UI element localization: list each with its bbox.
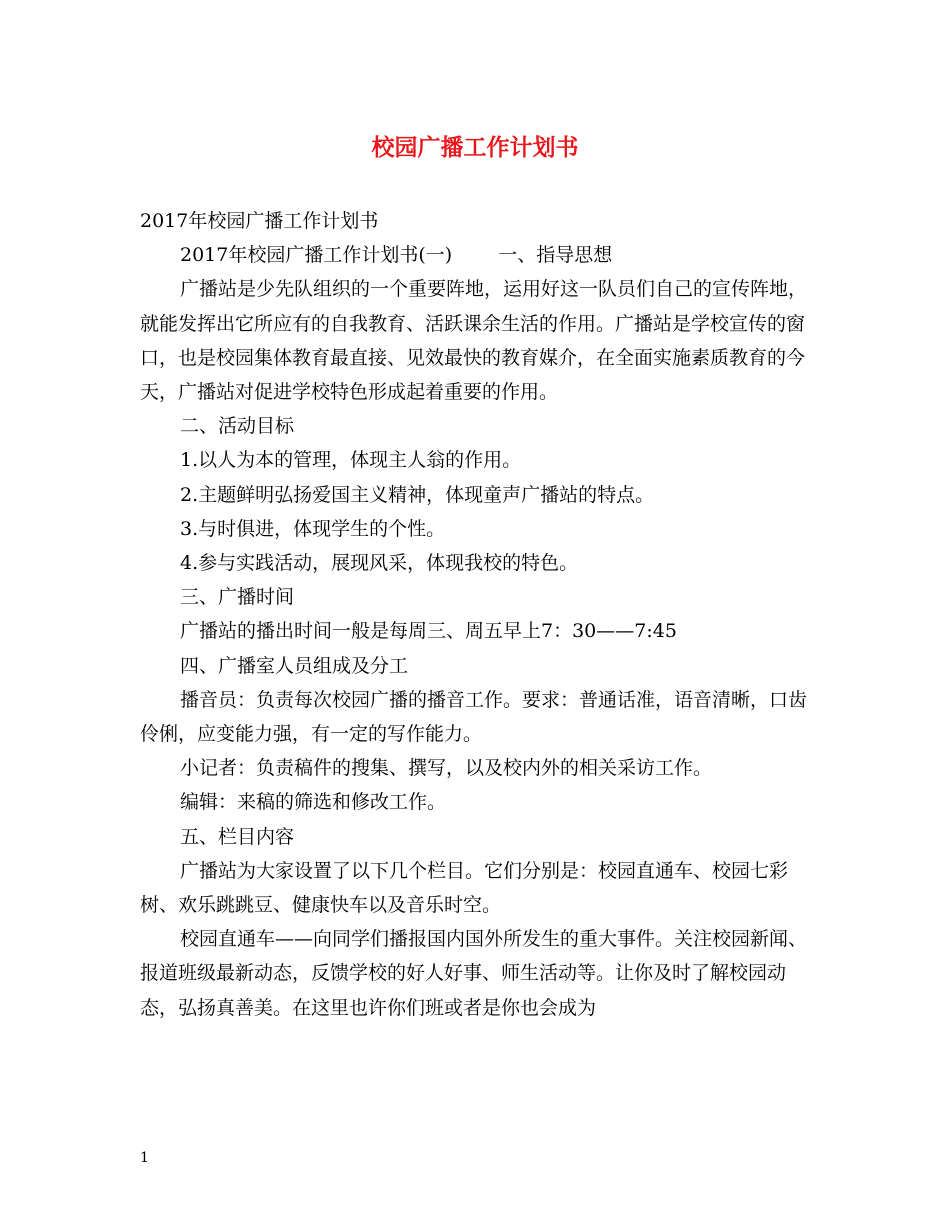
paragraph-announcer: 播音员：负责每次校园广播的播音工作。要求：普通话准，语音清晰，口齿伶俐，应变能力强，有一定的写作能力。 [140, 688, 808, 746]
section-heading-time: 三、广播时间 [180, 586, 295, 609]
section-heading-guiding: 一、指导思想 [498, 244, 613, 267]
document-body [140, 204, 820, 1025]
paragraph-part-title: 2017年校园广播工作计划书(一) [180, 244, 453, 267]
paragraph-guiding: 广播站是少先队组织的一个重要阵地，运用好这一队员们自己的宣传阵地，就能发挥出它所应有的自我教育、活跃课余生活的作用。广播站是学校宣传的窗口，也是校园集体教育最直接、见效最快的教育媒介，在全面实施素质教育的今天，广播站对促进学校特色形成起着重要的作用。 [140, 278, 808, 404]
page-number: 1 [140, 1150, 149, 1166]
paragraph-campus-express: 校园直通车——向同学们播报国内国外所发生的重大事件。关注校园新闻、报道班级最新动态，反馈学校的好人好事、师生活动等。让你及时了解校园动态，弘扬真善美。在这里也许你们班或者是你也会成为 [140, 928, 808, 1019]
section-heading-goals: 二、活动目标 [180, 415, 295, 438]
section-heading-staff: 四、广播室人员组成及分工 [180, 654, 409, 677]
paragraph-reporter: 小记者：负责稿件的搜集、撰写，以及校内外的相关采访工作。 [180, 757, 713, 780]
goal-item: 1.以人为本的管理，体现主人翁的作用。 [180, 449, 522, 472]
paragraph-editor: 编辑：来稿的筛选和修改工作。 [180, 791, 447, 814]
goal-item: 2.主题鲜明弘扬爱国主义精神，体现童声广播站的特点。 [180, 483, 655, 506]
document-title: 校园广播工作计划书 [371, 134, 579, 161]
section-heading-columns: 五、栏目内容 [180, 825, 295, 848]
paragraph-subtitle: 2017年校园广播工作计划书 [140, 210, 379, 232]
goal-item: 3.与时俱进，体现学生的个性。 [180, 517, 446, 540]
goal-item: 4.参与实践活动，展现风采，体现我校的特色。 [180, 552, 579, 575]
paragraph-time: 广播站的播出时间一般是每周三、周五早上7：30——7:45 [180, 620, 677, 643]
paragraph-columns: 广播站为大家设置了以下几个栏目。它们分别是：校园直通车、校园七彩树、欢乐跳跳豆、健康快车以及音乐时空。 [140, 859, 789, 917]
paragraph-heading-line [140, 238, 820, 272]
